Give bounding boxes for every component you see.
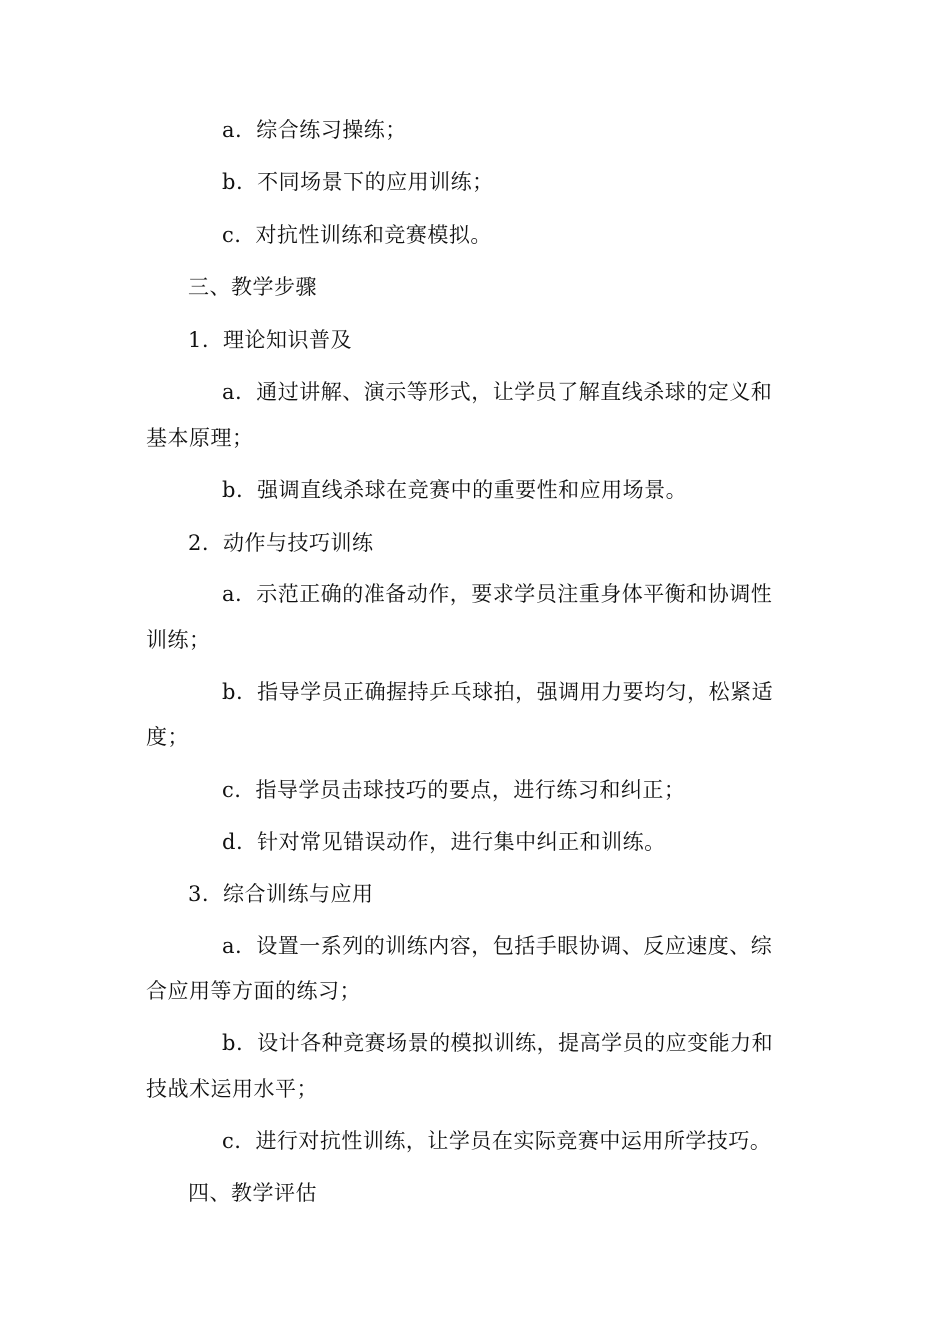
item-text: 强调直线杀球在竞赛中的重要性和应用场景。 [257,478,688,502]
list-item-c [222,220,492,250]
item-text: 对抗性训练和竞赛模拟。 [255,223,492,247]
item-marker: c. [222,223,242,247]
step-2-title [188,528,374,558]
list-item-a [222,115,407,145]
step-1-item-a-continuation: 基本原理； [146,426,254,450]
item-text: 设计各种竞赛场景的模拟训练，提高学员的应变能力和 [257,1031,774,1055]
item-text: 进行对抗性训练，让学员在实际竞赛中运用所学技巧。 [255,1129,772,1153]
item-text: 指导学员正确握持乒乓球拍，强调用力要均匀，松紧适 [257,680,774,704]
item-text: 不同场景下的应用训练； [257,170,494,194]
step-title: 综合训练与应用 [223,882,374,906]
item-marker: a. [222,934,243,958]
step-2-item-c [222,775,685,805]
step-title: 动作与技巧训练 [223,531,374,555]
item-marker: b. [222,170,244,194]
step-number: 2. [188,531,210,555]
step-1-item-a [222,377,772,407]
section-heading-teaching-steps: 三、教学步骤 [188,275,317,299]
item-text: 通过讲解、演示等形式，让学员了解直线杀球的定义和 [256,380,773,404]
step-1-title [188,325,352,355]
item-text: 针对常见错误动作，进行集中纠正和训练。 [257,830,666,854]
item-marker: a. [222,582,243,606]
step-1-item-b [222,475,687,505]
step-number: 3. [188,882,210,906]
step-2-item-a [222,579,772,609]
item-marker: c. [222,778,242,802]
section-heading-teaching-evaluation: 四、教学评估 [188,1181,317,1205]
step-2-item-b [222,677,773,707]
step-2-item-b-continuation: 度； [146,725,189,749]
step-2-item-a-continuation: 训练； [146,628,211,652]
item-text: 示范正确的准备动作，要求学员注重身体平衡和协调性 [256,582,773,606]
item-marker: a. [222,380,243,404]
item-text: 综合练习操练； [256,118,407,142]
item-text: 设置一系列的训练内容，包括手眼协调、反应速度、综 [256,934,773,958]
step-number: 1. [188,328,210,352]
item-marker: a. [222,118,243,142]
item-marker: b. [222,1031,244,1055]
item-text: 指导学员击球技巧的要点，进行练习和纠正； [255,778,686,802]
step-3-item-a-continuation: 合应用等方面的练习； [146,979,361,1003]
step-title: 理论知识普及 [223,328,353,352]
item-marker: d. [222,830,244,854]
step-3-item-a [222,931,772,961]
step-3-title [188,879,374,909]
step-3-item-b [222,1028,773,1058]
step-3-item-c [222,1126,771,1156]
item-marker: b. [222,680,244,704]
step-2-item-d [222,827,666,857]
list-item-b [222,167,494,197]
step-3-item-b-continuation: 技战术运用水平； [146,1077,318,1101]
item-marker: c. [222,1129,242,1153]
item-marker: b. [222,478,244,502]
